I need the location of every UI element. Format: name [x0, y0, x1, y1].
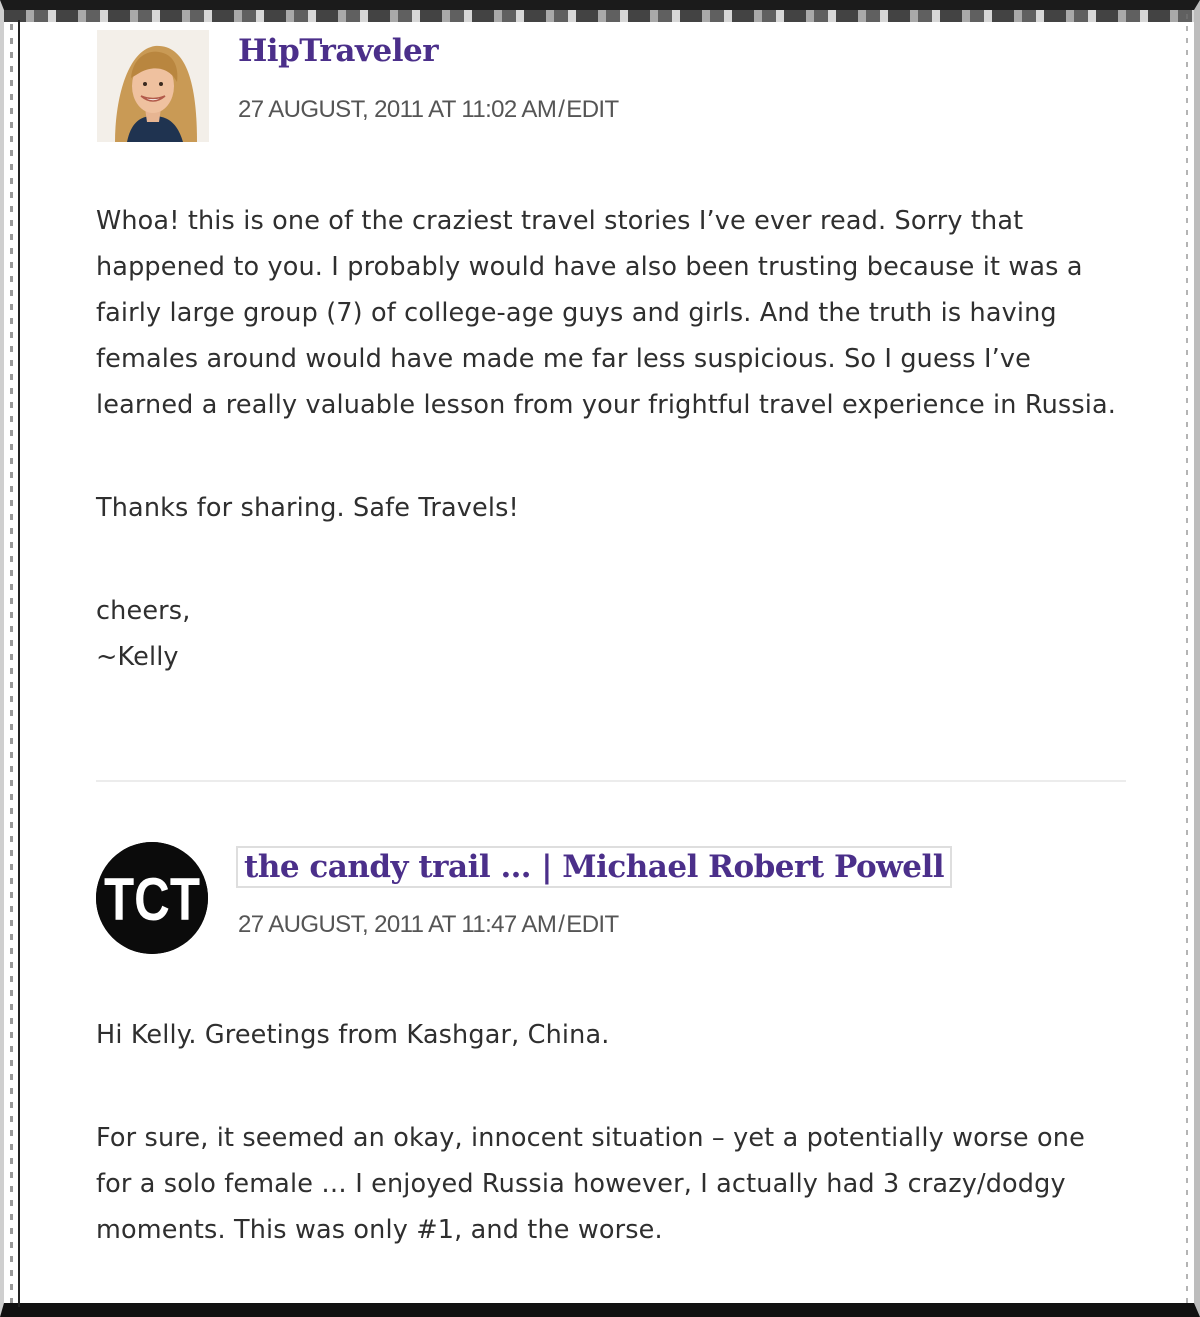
- comment-paragraph: For sure, it seemed an okay, innocent situation – yet a potentially worse one for a solo female … I enjoyed Russia however, I actually had 3 crazy/dodgy moments. This was only #1, and the worse.: [96, 1123, 1085, 1245]
- comment-body: [96, 198, 1126, 680]
- avatar[interactable]: [97, 30, 209, 142]
- edit-link[interactable]: EDIT: [566, 911, 619, 938]
- comment-meta: [238, 96, 619, 124]
- edit-link[interactable]: EDIT: [566, 96, 619, 123]
- meta-separator: /: [558, 911, 565, 938]
- frame-edge-left: [18, 20, 20, 1307]
- avatar[interactable]: [96, 842, 208, 954]
- tct-logo-icon: [96, 842, 208, 954]
- woman-portrait-icon: [97, 30, 209, 142]
- comment-author-link[interactable]: HipTraveler: [238, 33, 439, 69]
- comment-author-link[interactable]: the candy trail … | Michael Robert Powell: [236, 846, 952, 888]
- comment-paragraph: Whoa! this is one of the craziest travel stories I’ve ever read. Sorry that happened to you. I probably would have also been trusting because it was a fairly large group (7) of college-age guys and girls. And the truth is having females around would have made me far less suspicious. So I guess I’ve learned a really valuable lesson from your frightful travel experience in Russia.: [96, 206, 1117, 420]
- comment-timestamp-link[interactable]: 27 AUGUST, 2011 AT 11:02 AM: [238, 96, 557, 123]
- svg-text:TCT: TCT: [104, 866, 200, 933]
- comment-timestamp-link[interactable]: 27 AUGUST, 2011 AT 11:47 AM: [238, 911, 557, 938]
- comment-paragraph: Hi Kelly. Greetings from Kashgar, China.: [96, 1020, 610, 1050]
- comment-divider: [96, 780, 1126, 782]
- comment-meta: [238, 911, 619, 939]
- comment-paragraph: Thanks for sharing. Safe Travels!: [96, 493, 519, 523]
- comment-body: [96, 1012, 1126, 1253]
- comment-paragraph: ~Kelly: [96, 642, 179, 672]
- frame-edge-right: [1186, 14, 1188, 1307]
- meta-separator: /: [558, 96, 565, 123]
- comment-paragraph: cheers,: [96, 596, 191, 626]
